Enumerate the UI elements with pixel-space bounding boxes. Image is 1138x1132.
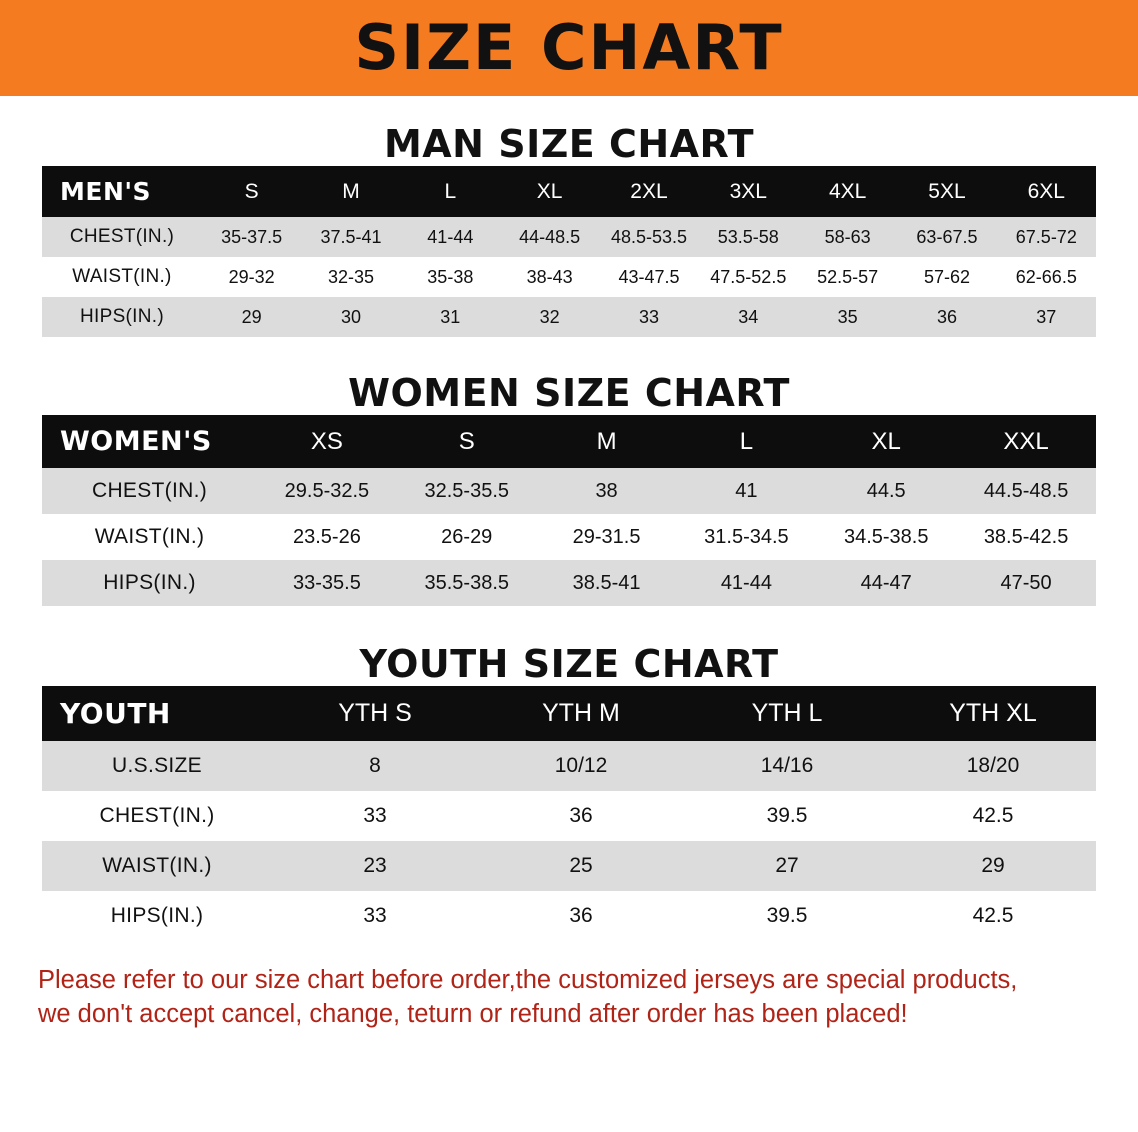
youth-measure-label: U.S.SIZE — [42, 741, 272, 791]
man-measure-value: 53.5-58 — [699, 217, 798, 257]
women-measure-value: 38.5-42.5 — [956, 514, 1096, 560]
man-measure-value: 44-48.5 — [500, 217, 599, 257]
table-row — [42, 217, 1096, 257]
women-measure-value: 31.5-34.5 — [676, 514, 816, 560]
youth-table-body — [42, 741, 1096, 941]
women-measure-value: 41-44 — [676, 560, 816, 606]
man-column-header: L — [444, 179, 457, 203]
man-section-heading: MAN SIZE CHART — [383, 122, 755, 166]
man-measure-value: 35-38 — [401, 257, 500, 297]
women-column-header: XS — [310, 427, 343, 455]
man-measure-value: 34 — [699, 297, 798, 337]
youth-table-wrap — [42, 686, 1096, 941]
man-measure-value: 29 — [202, 297, 301, 337]
youth-measure-value: 36 — [478, 791, 684, 841]
man-measure-label: WAIST(IN.) — [42, 257, 202, 297]
women-header-row — [42, 415, 1096, 468]
youth-measure-value: 39.5 — [684, 791, 890, 841]
man-measure-value: 63-67.5 — [897, 217, 996, 257]
women-measure-value: 38 — [537, 468, 677, 514]
women-measure-label: HIPS(IN.) — [42, 560, 257, 606]
man-size-table — [42, 166, 1096, 337]
table-row — [42, 891, 1096, 941]
man-measure-value: 57-62 — [897, 257, 996, 297]
women-measure-label: WAIST(IN.) — [42, 514, 257, 560]
youth-measure-value: 8 — [272, 741, 478, 791]
youth-measure-value: 29 — [890, 841, 1096, 891]
youth-measure-value: 23 — [272, 841, 478, 891]
banner — [0, 0, 1138, 96]
man-measure-value: 29-32 — [202, 257, 301, 297]
man-measure-value: 37.5-41 — [301, 217, 400, 257]
youth-measure-value: 42.5 — [890, 891, 1096, 941]
man-measure-value: 58-63 — [798, 217, 897, 257]
man-measure-value: 32-35 — [301, 257, 400, 297]
man-table-wrap — [42, 166, 1096, 337]
man-column-header: XL — [536, 179, 563, 203]
women-measure-value: 38.5-41 — [537, 560, 677, 606]
man-measure-value: 43-47.5 — [599, 257, 698, 297]
youth-measure-value: 42.5 — [890, 791, 1096, 841]
man-measure-value: 38-43 — [500, 257, 599, 297]
youth-measure-value: 27 — [684, 841, 890, 891]
man-row-header: MEN'S — [60, 177, 152, 206]
women-measure-value: 29.5-32.5 — [257, 468, 397, 514]
man-measure-value: 47.5-52.5 — [699, 257, 798, 297]
youth-measure-label: WAIST(IN.) — [42, 841, 272, 891]
man-measure-value: 36 — [897, 297, 996, 337]
women-row-header: WOMEN'S — [60, 426, 212, 457]
youth-column-header: YTH S — [338, 699, 412, 727]
disclaimer-note — [38, 963, 1100, 1032]
women-size-table — [42, 415, 1096, 606]
women-measure-value: 41 — [676, 468, 816, 514]
man-measure-value: 31 — [401, 297, 500, 337]
women-measure-value: 26-29 — [397, 514, 537, 560]
women-table-wrap — [42, 415, 1096, 606]
man-measure-value: 67.5-72 — [997, 217, 1096, 257]
table-row — [42, 468, 1096, 514]
man-measure-value: 35-37.5 — [202, 217, 301, 257]
youth-measure-label: HIPS(IN.) — [42, 891, 272, 941]
youth-column-header: YTH L — [751, 699, 823, 727]
women-table-body — [42, 468, 1096, 606]
man-column-header: M — [342, 179, 360, 203]
women-section-heading: WOMEN SIZE CHART — [348, 371, 790, 415]
youth-size-table — [42, 686, 1096, 941]
youth-table-head — [42, 686, 1096, 741]
women-measure-value: 44.5-48.5 — [956, 468, 1096, 514]
youth-measure-label: CHEST(IN.) — [42, 791, 272, 841]
youth-header-row — [42, 686, 1096, 741]
table-row — [42, 841, 1096, 891]
man-column-header: 4XL — [828, 179, 867, 203]
women-measure-value: 35.5-38.5 — [397, 560, 537, 606]
table-row — [42, 560, 1096, 606]
youth-measure-value: 33 — [272, 891, 478, 941]
youth-row-header: YOUTH — [60, 697, 171, 730]
man-column-header: 6XL — [1027, 179, 1065, 203]
youth-measure-value: 14/16 — [684, 741, 890, 791]
women-table-head — [42, 415, 1096, 468]
table-row — [42, 514, 1096, 560]
table-row — [42, 741, 1096, 791]
youth-section-heading: YOUTH SIZE CHART — [359, 642, 779, 686]
man-measure-value: 35 — [798, 297, 897, 337]
man-measure-value: 37 — [997, 297, 1096, 337]
women-column-header: XXL — [1003, 427, 1049, 455]
women-column-header: S — [458, 427, 475, 455]
youth-measure-value: 18/20 — [890, 741, 1096, 791]
women-measure-value: 34.5-38.5 — [816, 514, 956, 560]
women-measure-value: 33-35.5 — [257, 560, 397, 606]
man-header-row — [42, 166, 1096, 217]
disclaimer-line-1: Please refer to our size chart before order,the customized jerseys are special products, — [38, 966, 1018, 994]
women-measure-value: 29-31.5 — [537, 514, 677, 560]
disclaimer-line-2: we don't accept cancel, change, teturn or refund after order has been placed! — [38, 1000, 908, 1029]
man-measure-value: 33 — [599, 297, 698, 337]
page-title: SIZE CHART — [354, 11, 784, 84]
youth-measure-value: 25 — [478, 841, 684, 891]
youth-measure-value: 36 — [478, 891, 684, 941]
table-row — [42, 791, 1096, 841]
man-column-header: 2XL — [630, 179, 668, 203]
man-table-head — [42, 166, 1096, 217]
women-column-header: XL — [871, 427, 901, 455]
man-table-body — [42, 217, 1096, 337]
man-column-header: S — [244, 179, 259, 203]
man-column-header: 5XL — [928, 179, 966, 203]
women-measure-value: 44.5 — [816, 468, 956, 514]
man-measure-value: 41-44 — [401, 217, 500, 257]
youth-column-header: YTH XL — [949, 699, 1037, 727]
youth-measure-value: 10/12 — [478, 741, 684, 791]
women-measure-value: 47-50 — [956, 560, 1096, 606]
women-measure-label: CHEST(IN.) — [42, 468, 257, 514]
women-measure-value: 32.5-35.5 — [397, 468, 537, 514]
women-column-header: M — [596, 427, 617, 455]
man-measure-label: HIPS(IN.) — [42, 297, 202, 337]
man-column-header: 3XL — [729, 179, 767, 203]
youth-measure-value: 39.5 — [684, 891, 890, 941]
man-measure-label: CHEST(IN.) — [42, 217, 202, 257]
man-measure-value: 30 — [301, 297, 400, 337]
table-row — [42, 297, 1096, 337]
man-measure-value: 52.5-57 — [798, 257, 897, 297]
women-measure-value: 23.5-26 — [257, 514, 397, 560]
man-measure-value: 48.5-53.5 — [599, 217, 698, 257]
women-measure-value: 44-47 — [816, 560, 956, 606]
youth-measure-value: 33 — [272, 791, 478, 841]
table-row — [42, 257, 1096, 297]
women-column-header: L — [739, 427, 754, 455]
youth-column-header: YTH M — [542, 699, 620, 727]
man-measure-value: 62-66.5 — [997, 257, 1096, 297]
man-measure-value: 32 — [500, 297, 599, 337]
